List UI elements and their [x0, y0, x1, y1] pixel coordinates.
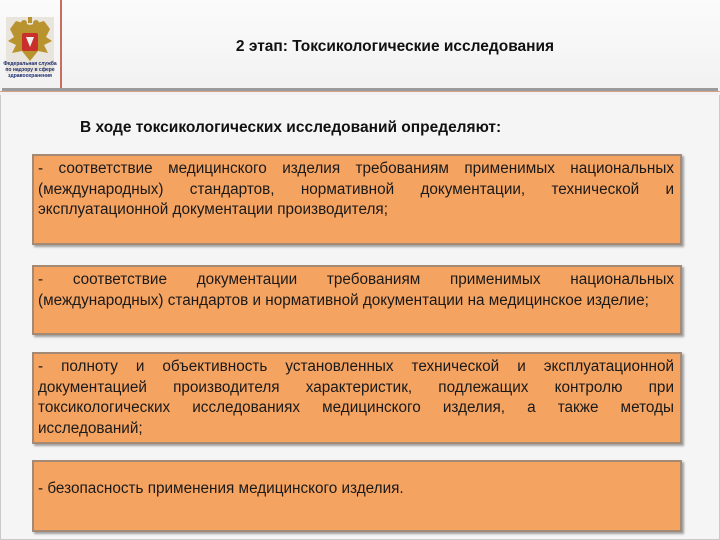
logo-caption: Федеральная служба по надзору в сфере здравоохранения	[3, 61, 57, 79]
criterion-box-1: - соответствие медицинского изделия требованиям применимых национальных (международных) стандартов, нормативной документации, технической и эксплуатационной документации производителя;	[32, 154, 682, 245]
criterion-box-2: - соответствие документации требованиям применимых национальных (международных) стандартов и нормативной документации на медицинское изделие;	[32, 265, 682, 335]
slide-title: 2 этап: Токсикологические исследования	[235, 38, 555, 55]
intro-heading: В ходе токсикологических исследований определяют:	[80, 119, 502, 136]
title-underline-accent	[0, 91, 720, 92]
criterion-box-4: - безопасность применения медицинского изделия.	[32, 460, 682, 532]
criterion-box-3: - полноту и объективность установленных технической и эксплуатационной документацией производителя характеристик, подлежащих контролю при токсикологических исследованиях медицинского изделия, а также методы исследований;	[32, 352, 682, 444]
header-divider	[60, 0, 62, 91]
